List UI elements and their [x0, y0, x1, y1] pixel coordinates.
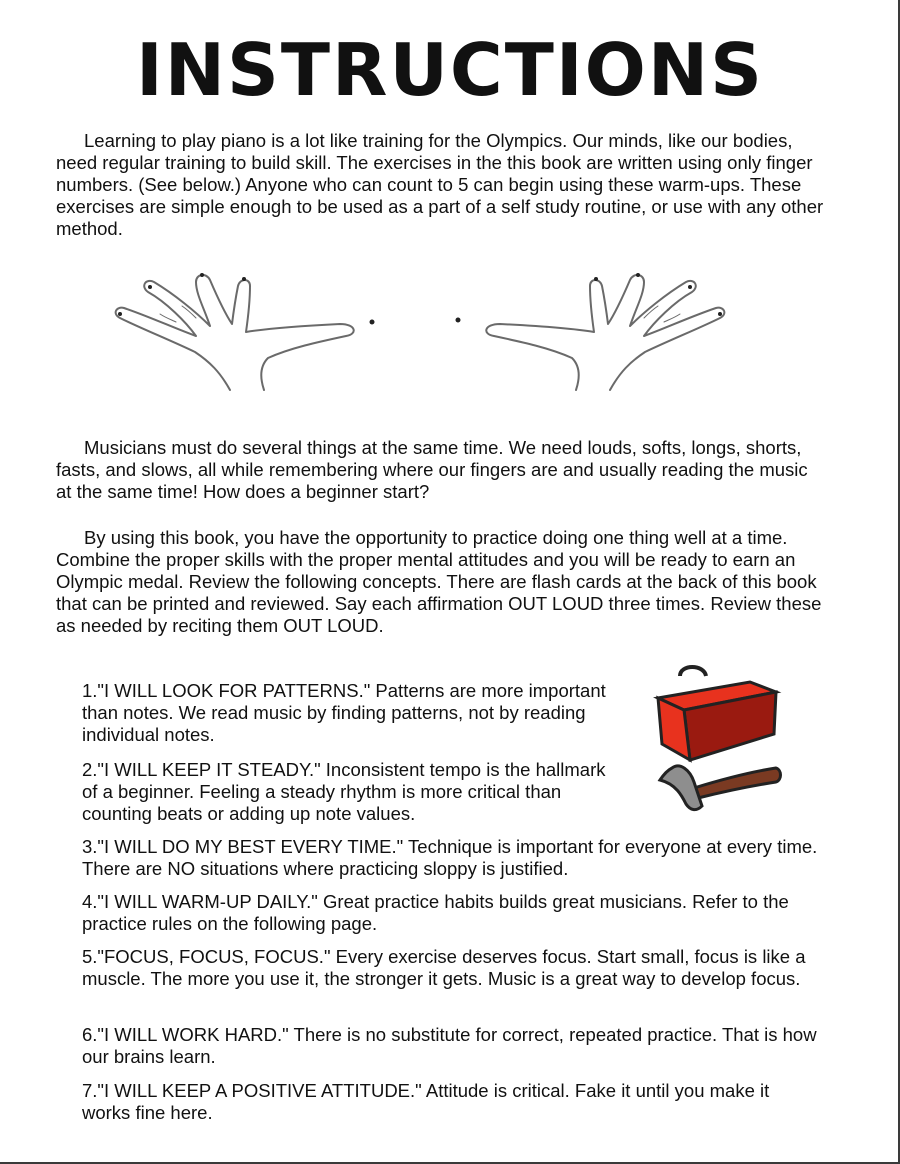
page-title: INSTRUCTIONS — [136, 28, 764, 112]
hammer-head — [660, 766, 702, 810]
right-hand-illustration — [486, 275, 724, 390]
toolbox-icon — [658, 667, 776, 760]
hammer-handle — [694, 768, 781, 798]
affirmation-7: 7."I WILL KEEP A POSITIVE ATTITUDE." Attitude is critical. Fake it until you make it works fine here. — [82, 1080, 770, 1123]
using-book-paragraph: By using this book, you have the opportunity to practice doing one thing well at a time. Combine the proper skills with the proper mental attitudes and you will be ready to earn an Olympic medal. Review the following concepts. There are flash cards at the back of this book that can be printed and reviewed. Say each affirmation OUT LOUD three times. Review these as needed by reciting them OUT LOUD. — [56, 527, 822, 636]
affirmation-4: 4."I WILL WARM-UP DAILY." Great practice habits builds great musicians. Refer to the practice rules on the following page. — [82, 891, 789, 934]
affirmation-3: 3."I WILL DO MY BEST EVERY TIME." Technique is important for everyone at every time. There are NO situations where practicing sloppy is justified. — [82, 836, 818, 879]
intro-paragraph: Learning to play piano is a lot like training for the Olympics. Our minds, like our bodies, need regular training to build skill. The exercises in the this book are written using only finger numbers. (See below.) Anyone who can count to 5 can begin using these warm-ups. These exercises are simple enough to be used as a part of a self study routine, or use with any other method. — [56, 130, 824, 239]
affirmation-6: 6."I WILL WORK HARD." There is no substitute for correct, repeated practice. That is how our brains learn. — [82, 1024, 817, 1067]
musicians-paragraph: Musicians must do several things at the same time. We need louds, softs, longs, shorts, fasts, and slows, all while remembering where our fingers are and usually reading the music at the same time! How does a beginner start? — [56, 437, 808, 502]
affirmation-2: 2."I WILL KEEP IT STEADY." Inconsistent tempo is the hallmark of a beginner. Feeling a steady rhythm is more critical than counting beats or adding up note values. — [82, 759, 606, 824]
affirmation-1: 1."I WILL LOOK FOR PATTERNS." Patterns are more important than notes. We read music by finding patterns, not by reading individual notes. — [82, 680, 606, 745]
finger-number-hands-illustration — [100, 262, 740, 402]
fingertip-number-markers — [118, 273, 722, 325]
hammer-icon — [660, 766, 781, 810]
toolbox-hammer-icon — [650, 660, 790, 830]
affirmation-5: 5."FOCUS, FOCUS, FOCUS." Every exercise deserves focus. Start small, focus is like a muscle. The more you use it, the stronger it gets. Music is a great way to develop focus. — [82, 946, 806, 989]
left-hand-illustration — [116, 275, 354, 390]
